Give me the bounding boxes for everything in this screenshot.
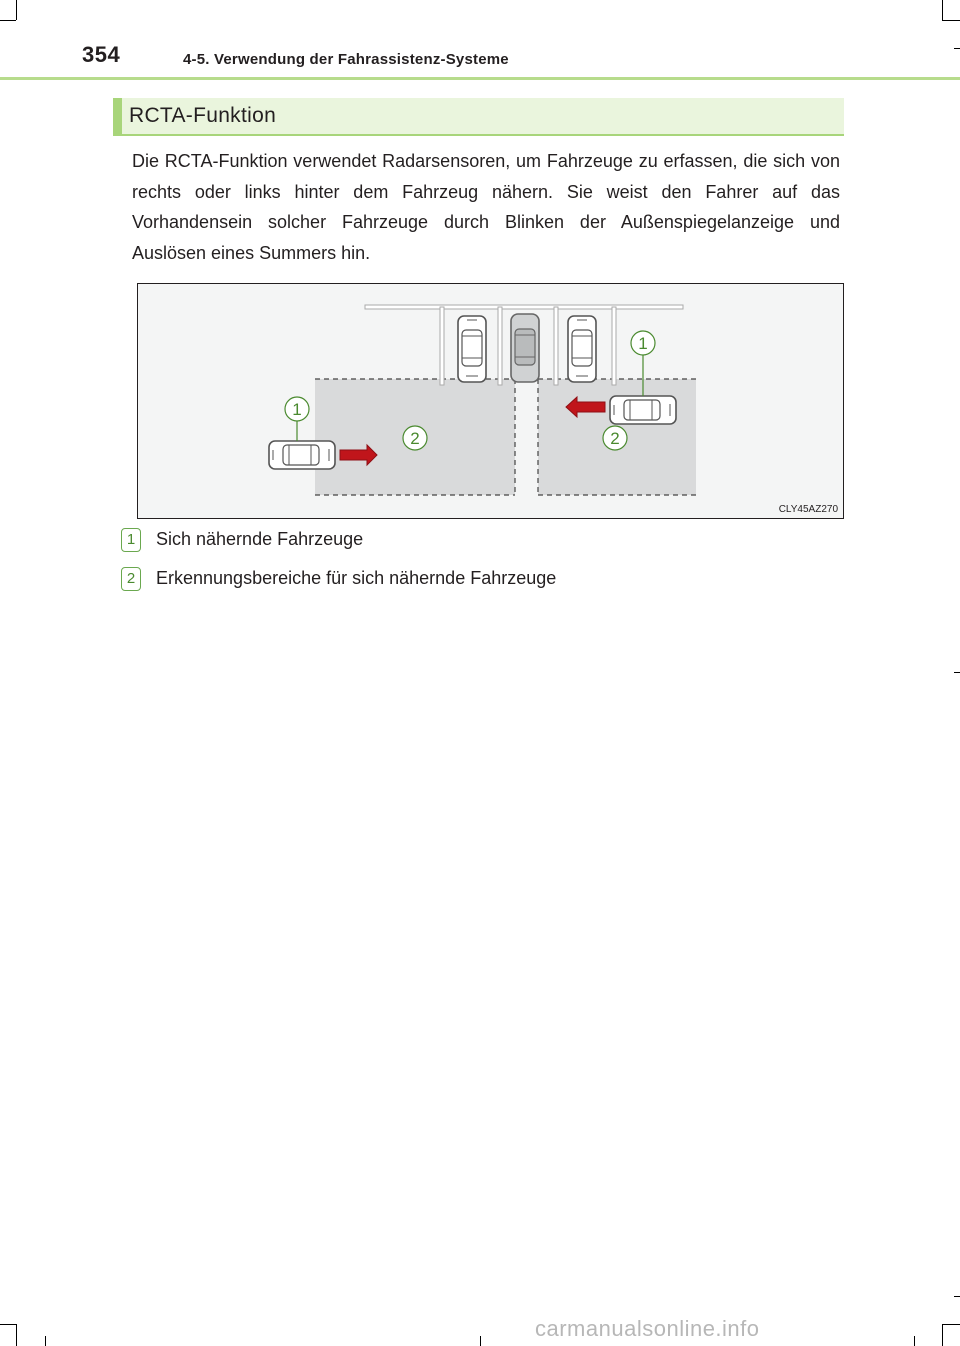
header-rule: [0, 77, 960, 80]
chapter-title: 4-5. Verwendung der Fahrassistenz-Systeme: [183, 51, 509, 68]
rcta-illustration: [137, 283, 844, 519]
watermark: carmanualsonline.info: [535, 1316, 760, 1341]
crop-mark: [480, 1336, 481, 1346]
parked-car: [568, 316, 596, 382]
section-heading-accent-bar: [113, 98, 122, 134]
section-heading-underline: [113, 134, 844, 136]
crop-mark: [954, 48, 960, 49]
approaching-vehicle-left: [269, 441, 335, 469]
legend-number-badge: 2: [121, 567, 141, 591]
crop-mark: [942, 0, 943, 20]
legend-text: Erkennungsbereiche für sich nähernde Fahrzeuge: [156, 568, 557, 588]
callout-1-left: [285, 397, 309, 421]
crop-mark: [954, 1296, 960, 1297]
crop-mark: [942, 1324, 943, 1346]
crop-mark: [942, 1324, 960, 1325]
callout-2-right: [603, 426, 627, 450]
svg-text:2: 2: [610, 429, 620, 448]
callout-2-left: [403, 426, 427, 450]
section-body-text: Die RCTA-Funktion verwendet Radarsensoren, um Fahrzeuge zu erfassen, die sich von rechts oder links hinter dem Fahrzeug nähern. Sie weist den Fahrer auf das Vorhandensein solcher Fahrzeuge durch Blinken der Außenspiegelanzeige und Auslösen eines Summers hin.: [132, 151, 840, 263]
svg-text:2: 2: [410, 429, 420, 448]
crop-mark: [0, 1324, 16, 1325]
crop-mark: [16, 0, 17, 20]
crop-mark: [914, 1336, 915, 1346]
crop-mark: [45, 1336, 46, 1346]
parked-car: [458, 316, 486, 382]
section-title: RCTA-Funktion: [129, 104, 277, 127]
svg-text:1: 1: [292, 400, 302, 419]
section-heading: [113, 98, 844, 134]
svg-text:1: 1: [638, 334, 648, 353]
own-vehicle: [511, 314, 539, 382]
crop-mark: [942, 20, 960, 21]
callout-1-right: [631, 331, 655, 355]
page-number: 354: [82, 42, 121, 67]
figure-code: CLY45AZ270: [778, 504, 838, 515]
legend-number-badge: 1: [121, 528, 141, 552]
approaching-vehicle-right: [610, 396, 676, 424]
legend-text: Sich nähernde Fahrzeuge: [156, 529, 364, 549]
crop-mark: [16, 1324, 17, 1346]
crop-mark: [0, 20, 16, 21]
crop-mark: [954, 672, 960, 673]
